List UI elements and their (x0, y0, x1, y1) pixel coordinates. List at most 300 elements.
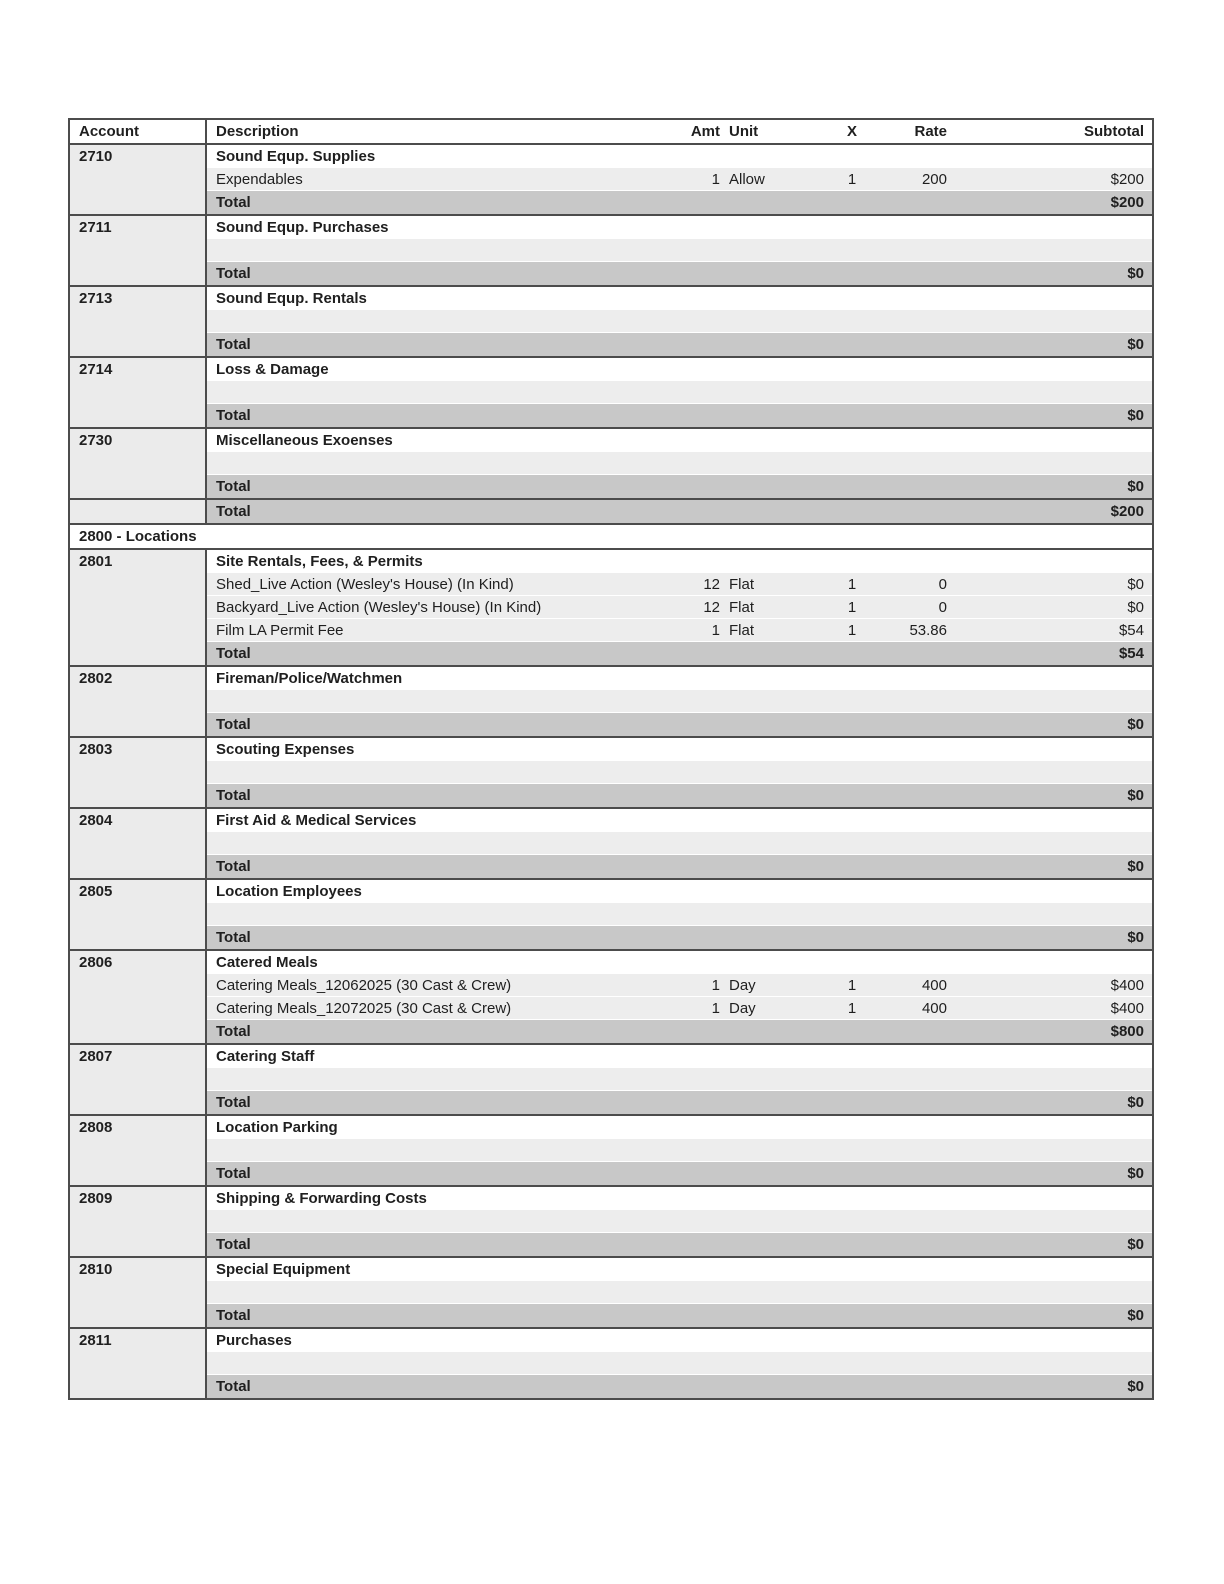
line-item-row-x (802, 1352, 902, 1374)
category-title-row-description: Location Parking (216, 1119, 338, 1136)
line-item-row-description: Shed_Live Action (Wesley's House) (In Kind) (216, 576, 514, 593)
total-row-rate (902, 855, 952, 878)
category-title-row-amt (674, 1187, 720, 1210)
total-row-subtotal: $0 (1127, 1378, 1144, 1395)
grand-total-row (70, 500, 1152, 525)
line-item-row-amt: 1 (711, 171, 720, 188)
total-row-amt (674, 1375, 720, 1398)
total-row-subtotal: $0 (1127, 1165, 1144, 1182)
account-number: 2810 (70, 1258, 207, 1327)
line-item-row-description: Catering Meals_12072025 (30 Cast & Crew) (216, 1000, 512, 1017)
category-title-row-amt (674, 1045, 720, 1068)
total-row-amt (674, 500, 720, 523)
total-row-x (802, 926, 902, 949)
total-row-rate (902, 1162, 952, 1185)
line-item-row-subtotal: $200 (1110, 171, 1144, 188)
line-item-row (207, 619, 1152, 642)
line-item-row (207, 239, 1152, 262)
line-item-row-description: Expendables (216, 171, 303, 188)
total-row-description: Total (216, 503, 251, 520)
total-row (207, 191, 1152, 214)
category-title-row-x (802, 809, 902, 832)
total-row-x (802, 642, 902, 665)
total-row-rate (902, 713, 952, 736)
category-title-row-x (802, 1187, 902, 1210)
total-row-unit (720, 475, 802, 498)
category-title-row-description: Special Equipment (216, 1261, 351, 1278)
line-item-row-rate (902, 310, 952, 332)
line-item-row (207, 974, 1152, 997)
account-block (70, 287, 1152, 358)
total-row (207, 262, 1152, 285)
total-row-rate (902, 926, 952, 949)
category-title-row (207, 1187, 1152, 1210)
account-rows (207, 1045, 1152, 1114)
account-number: 2806 (70, 951, 207, 1043)
line-item-row-description (207, 832, 674, 854)
total-row (207, 713, 1152, 736)
total-row-description: Total (216, 1165, 251, 1182)
total-row-description: Total (216, 929, 251, 946)
total-row-description: Total (216, 858, 251, 875)
line-item-row-amt (674, 452, 720, 474)
category-title-row-description: Loss & Damage (216, 361, 329, 378)
total-row-description: Total (216, 645, 251, 662)
line-item-row-description: Backyard_Live Action (Wesley's House) (In Kind) (216, 599, 542, 616)
total-row-unit (720, 642, 802, 665)
total-row-amt (674, 404, 720, 427)
line-item-row-x: 1 (847, 1000, 857, 1017)
line-item-row-amt (674, 1352, 720, 1374)
account-rows (207, 216, 1152, 285)
category-title-row-rate (902, 1329, 952, 1352)
category-title-row-rate (902, 550, 952, 573)
category-title-row-rate (902, 951, 952, 974)
total-row (207, 333, 1152, 356)
total-row-amt (674, 333, 720, 356)
total-row-subtotal: $200 (1110, 503, 1144, 520)
account-number: 2808 (70, 1116, 207, 1185)
line-item-row-rate (902, 452, 952, 474)
total-row-rate (902, 404, 952, 427)
account-number (70, 500, 207, 523)
account-block (70, 1045, 1152, 1116)
line-item-row-x (802, 832, 902, 854)
account-block (70, 809, 1152, 880)
category-title-row-subtotal (952, 1258, 1152, 1281)
total-row (207, 1091, 1152, 1114)
line-item-row-description (207, 239, 674, 261)
category-title-row-unit (720, 738, 802, 761)
line-item-row-subtotal (952, 1281, 1152, 1303)
total-row-x (802, 1304, 902, 1327)
account-number: 2809 (70, 1187, 207, 1256)
line-item-row-unit (720, 1139, 802, 1161)
category-title-row (207, 1116, 1152, 1139)
account-block (70, 216, 1152, 287)
category-title-row-rate (902, 667, 952, 690)
category-title-row-subtotal (952, 358, 1152, 381)
total-row-subtotal: $0 (1127, 1094, 1144, 1111)
line-item-row-x (802, 1139, 902, 1161)
line-item-row-unit: Flat (729, 576, 755, 593)
total-row (207, 500, 1152, 523)
total-row-description: Total (216, 407, 251, 424)
total-row-description: Total (216, 265, 251, 282)
account-number: 2803 (70, 738, 207, 807)
category-title-row-rate (902, 429, 952, 452)
line-item-row-rate: 0 (938, 599, 947, 616)
category-title-row-amt (674, 1116, 720, 1139)
account-rows (207, 145, 1152, 214)
line-item-row (207, 903, 1152, 926)
category-title-row (207, 287, 1152, 310)
line-item-row (207, 596, 1152, 619)
total-row-x (802, 1020, 902, 1043)
line-item-row (207, 1068, 1152, 1091)
total-row-subtotal: $0 (1127, 478, 1144, 495)
line-item-row-subtotal: $54 (1118, 622, 1144, 639)
line-item-row (207, 1210, 1152, 1233)
total-row-unit (720, 713, 802, 736)
line-item-row-subtotal (952, 1210, 1152, 1232)
total-row-unit (720, 855, 802, 878)
category-title-row-description: Scouting Expenses (216, 741, 355, 758)
category-title-row-x (802, 429, 902, 452)
category-title-row (207, 738, 1152, 761)
category-title-row-x (802, 1329, 902, 1352)
line-item-row-subtotal: $0 (1127, 576, 1144, 593)
total-row (207, 1233, 1152, 1256)
line-item-row-description (207, 1281, 674, 1303)
category-title-row (207, 358, 1152, 381)
line-item-row-rate (902, 1139, 952, 1161)
category-title-row-x (802, 667, 902, 690)
total-row-rate (902, 642, 952, 665)
line-item-row-subtotal (952, 690, 1152, 712)
category-title-row-amt (674, 429, 720, 452)
total-row-amt (674, 1091, 720, 1114)
line-item-row-rate: 0 (938, 576, 947, 593)
line-item-row-x: 1 (847, 977, 857, 994)
line-item-row-description (207, 381, 674, 403)
account-rows (207, 287, 1152, 356)
line-item-row-unit (720, 381, 802, 403)
column-header-account: Account (70, 120, 207, 143)
total-row-x (802, 1375, 902, 1398)
total-row-unit (720, 784, 802, 807)
line-item-row-rate (902, 381, 952, 403)
account-number: 2713 (70, 287, 207, 356)
category-title-row (207, 1258, 1152, 1281)
column-header-unit: Unit (729, 123, 759, 140)
line-item-row-rate (902, 1281, 952, 1303)
account-block (70, 667, 1152, 738)
line-item-row-unit (720, 1352, 802, 1374)
column-header-amt: Amt (690, 123, 720, 140)
account-block (70, 738, 1152, 809)
total-row-rate (902, 475, 952, 498)
total-row-x (802, 333, 902, 356)
line-item-row-amt: 1 (711, 1000, 720, 1017)
line-item-row-description (207, 1068, 674, 1090)
category-title-row-unit (720, 550, 802, 573)
line-item-row (207, 168, 1152, 191)
category-title-row-rate (902, 1116, 952, 1139)
line-item-row-subtotal (952, 1068, 1152, 1090)
category-title-row-subtotal (952, 1045, 1152, 1068)
total-row-description: Total (216, 1307, 251, 1324)
category-title-row (207, 1329, 1152, 1352)
total-row-subtotal: $0 (1127, 929, 1144, 946)
line-item-row (207, 997, 1152, 1020)
category-title-row-description: Sound Equp. Supplies (216, 148, 376, 165)
total-row-amt (674, 784, 720, 807)
category-title-row-amt (674, 287, 720, 310)
line-item-row-description (207, 690, 674, 712)
line-item-row-x (802, 452, 902, 474)
total-row (207, 1304, 1152, 1327)
account-block (70, 550, 1152, 667)
account-rows (207, 1258, 1152, 1327)
line-item-row-rate (902, 1068, 952, 1090)
total-row-amt (674, 713, 720, 736)
line-item-row-description (207, 1210, 674, 1232)
account-rows (207, 500, 1152, 523)
total-row (207, 642, 1152, 665)
account-rows (207, 880, 1152, 949)
account-rows (207, 550, 1152, 665)
line-item-row-x (802, 1281, 902, 1303)
total-row-unit (720, 404, 802, 427)
total-row (207, 404, 1152, 427)
category-title-row-unit (720, 1258, 802, 1281)
category-title-row-rate (902, 1045, 952, 1068)
line-item-row-description (207, 903, 674, 925)
total-row-amt (674, 475, 720, 498)
line-item-row-rate (902, 761, 952, 783)
total-row-description: Total (216, 1236, 251, 1253)
total-row-description: Total (216, 787, 251, 804)
category-title-row-unit (720, 1329, 802, 1352)
category-title-row-amt (674, 1329, 720, 1352)
line-item-row-subtotal (952, 761, 1152, 783)
category-title-row-amt (674, 216, 720, 239)
line-item-row-x (802, 761, 902, 783)
category-title-row-subtotal (952, 809, 1152, 832)
total-row-rate (902, 262, 952, 285)
total-row-amt (674, 1162, 720, 1185)
category-title-row-description: Sound Equp. Purchases (216, 219, 389, 236)
line-item-row-x (802, 1210, 902, 1232)
line-item-row-unit: Flat (729, 622, 755, 639)
category-title-row-x (802, 550, 902, 573)
line-item-row-x (802, 381, 902, 403)
category-title-row-x (802, 358, 902, 381)
total-row (207, 855, 1152, 878)
category-title-row-rate (902, 287, 952, 310)
total-row-rate (902, 1304, 952, 1327)
line-item-row-rate: 200 (921, 171, 947, 188)
total-row-unit (720, 1091, 802, 1114)
total-row-subtotal: $0 (1127, 787, 1144, 804)
line-item-row-subtotal (952, 239, 1152, 261)
category-title-row-x (802, 1116, 902, 1139)
line-item-row-rate (902, 832, 952, 854)
category-title-row-unit (720, 145, 802, 168)
line-item-row-unit (720, 1068, 802, 1090)
category-title-row-amt (674, 1258, 720, 1281)
line-item-row-unit (720, 1210, 802, 1232)
category-title-row-rate (902, 1258, 952, 1281)
category-title-row-subtotal (952, 880, 1152, 903)
category-title-row-unit (720, 809, 802, 832)
category-title-row-description: Shipping & Forwarding Costs (216, 1190, 427, 1207)
account-rows (207, 738, 1152, 807)
total-row-x (802, 404, 902, 427)
total-row-x (802, 191, 902, 214)
line-item-row-amt: 12 (703, 576, 720, 593)
line-item-row-subtotal: $400 (1110, 1000, 1144, 1017)
total-row-subtotal: $0 (1127, 1307, 1144, 1324)
category-title-row-unit (720, 880, 802, 903)
account-rows (207, 429, 1152, 498)
line-item-row-x: 1 (847, 576, 857, 593)
total-row-description: Total (216, 478, 251, 495)
line-item-row-amt (674, 690, 720, 712)
category-title-row-unit (720, 287, 802, 310)
line-item-row-rate (902, 1210, 952, 1232)
category-title-row-unit (720, 358, 802, 381)
total-row-description: Total (216, 716, 251, 733)
total-row-amt (674, 191, 720, 214)
line-item-row-amt: 1 (711, 977, 720, 994)
total-row-x (802, 500, 902, 523)
total-row-unit (720, 1233, 802, 1256)
category-title-row (207, 550, 1152, 573)
total-row-x (802, 262, 902, 285)
line-item-row-rate (902, 1352, 952, 1374)
total-row-description: Total (216, 1378, 251, 1395)
line-item-row-description: Film LA Permit Fee (216, 622, 344, 639)
line-item-row-amt (674, 381, 720, 403)
category-title-row-x (802, 287, 902, 310)
category-title-row (207, 809, 1152, 832)
category-title-row-description: Site Rentals, Fees, & Permits (216, 553, 423, 570)
line-item-row-amt (674, 1210, 720, 1232)
category-title-row (207, 216, 1152, 239)
budget-table (68, 118, 1154, 1400)
total-row-x (802, 1091, 902, 1114)
category-title-row-rate (902, 880, 952, 903)
line-item-row-unit (720, 690, 802, 712)
line-item-row (207, 1281, 1152, 1304)
line-item-row-description (207, 761, 674, 783)
line-item-row-description (207, 310, 674, 332)
category-title-row-unit (720, 216, 802, 239)
total-row-amt (674, 1233, 720, 1256)
line-item-row-subtotal: $400 (1110, 977, 1144, 994)
total-row-unit (720, 926, 802, 949)
account-number: 2710 (70, 145, 207, 214)
total-row-subtotal: $0 (1127, 716, 1144, 733)
total-row-x (802, 475, 902, 498)
total-row (207, 1162, 1152, 1185)
line-item-row-rate (902, 239, 952, 261)
category-title-row-subtotal (952, 145, 1152, 168)
line-item-row-description (207, 452, 674, 474)
line-item-row (207, 381, 1152, 404)
category-title-row-subtotal (952, 550, 1152, 573)
line-item-row-rate: 400 (921, 977, 947, 994)
total-row-subtotal: $0 (1127, 1236, 1144, 1253)
category-title-row-subtotal (952, 287, 1152, 310)
column-header-x: X (846, 123, 857, 140)
account-block (70, 358, 1152, 429)
category-title-row-rate (902, 358, 952, 381)
line-item-row (207, 690, 1152, 713)
line-item-row-amt (674, 761, 720, 783)
line-item-row (207, 573, 1152, 596)
line-item-row-unit (720, 761, 802, 783)
category-title-row-amt (674, 738, 720, 761)
line-item-row-amt (674, 1068, 720, 1090)
category-title-row-unit (720, 1045, 802, 1068)
category-title-row-description: Location Employees (216, 883, 362, 900)
line-item-row-subtotal (952, 452, 1152, 474)
line-item-row-unit: Day (729, 977, 756, 994)
category-title-row-subtotal (952, 738, 1152, 761)
category-title-row-x (802, 1258, 902, 1281)
total-row (207, 926, 1152, 949)
category-title-row (207, 667, 1152, 690)
category-title-row-subtotal (952, 1187, 1152, 1210)
line-item-row-x (802, 903, 902, 925)
account-block (70, 429, 1152, 500)
account-rows (207, 809, 1152, 878)
line-item-row-amt: 12 (703, 599, 720, 616)
line-item-row-amt (674, 1281, 720, 1303)
line-item-row-subtotal (952, 310, 1152, 332)
line-item-row-amt (674, 310, 720, 332)
account-block (70, 951, 1152, 1045)
total-row-unit (720, 500, 802, 523)
line-item-row-rate (902, 903, 952, 925)
total-row (207, 1375, 1152, 1398)
total-row-subtotal: $800 (1110, 1023, 1144, 1040)
total-row-x (802, 713, 902, 736)
line-item-row (207, 452, 1152, 475)
category-title-row-x (802, 951, 902, 974)
category-title-row-description: Catering Staff (216, 1048, 315, 1065)
category-title-row-unit (720, 429, 802, 452)
total-row-rate (902, 333, 952, 356)
category-title-row-rate (902, 809, 952, 832)
total-row-x (802, 1233, 902, 1256)
line-item-row-subtotal (952, 832, 1152, 854)
total-row-amt (674, 262, 720, 285)
line-item-row-rate: 53.86 (909, 622, 947, 639)
category-title-row (207, 880, 1152, 903)
line-item-row-description (207, 1139, 674, 1161)
total-row-amt (674, 642, 720, 665)
total-row-description: Total (216, 336, 251, 353)
category-title-row-description: Catered Meals (216, 954, 318, 971)
table-header-row (70, 120, 1152, 145)
total-row-amt (674, 855, 720, 878)
account-rows (207, 1187, 1152, 1256)
category-title-row-description: Fireman/Police/Watchmen (216, 670, 403, 687)
